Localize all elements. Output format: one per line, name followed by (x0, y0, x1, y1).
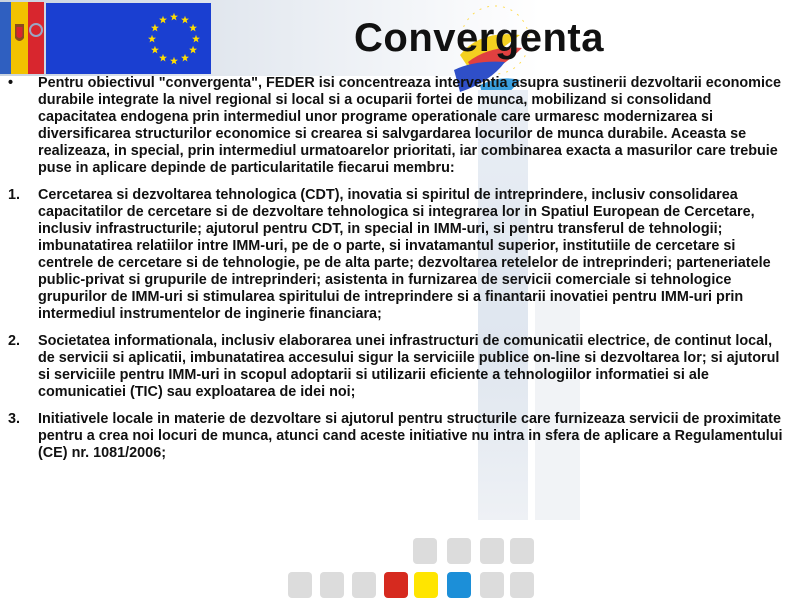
decor-square (510, 572, 534, 598)
list-item-text: Initiativele locale in materie de dezvoltare si ajutorul pentru structurile care furnizeaza servicii de proximitate pentru a crea noi locuri de munca, atunci cand aceste initiative nu intra in sfera de aplicare a Regulamentului (CE) nr. 1081/2006; (38, 411, 783, 461)
list-item-text: Societatea informationala, inclusiv elaborarea unei infrastructuri de comunicatii electrice, de continut local, de servicii si aplicatii, imbunatatirea accesului sigur la serviciile publice on-line si dezvoltarea lor; si ajutorul si serviciile pentru IMM-uri in scopul adoptarii si utilizarii eficiente a tehnologiilor informatiei si ale comunicatiei (TIC) sau exploatarea de idei noi; (38, 333, 780, 400)
eu-star-icon (151, 46, 159, 54)
eu-star-icon (170, 13, 178, 21)
page-title: Convergenta (354, 16, 604, 60)
list-marker: 1. (8, 187, 21, 203)
decor-square (320, 572, 344, 598)
eu-star-icon (159, 16, 167, 24)
decor-square (352, 572, 376, 598)
moldova-flag-icon (0, 2, 44, 74)
decor-square-yellow (414, 572, 438, 598)
eu-star-icon (192, 35, 200, 43)
list-item-text: Pentru obiectivul "convergenta", FEDER isi concentreaza interventia asupra sustinerii dezvoltarii economice durabile integrate la nivel regional si local si a ocuparii fortei de munca, mobilizand si consolidand capacitatea endogena prin intermediul unor programe operationale care urmaresc modernizarea si diversificarea structurilor economice si crearea si salvgardarea locurilor de munca durabile. Aceasta se realizeaza, in special, prin intermediul urmatoarelor prioritati, iar combinarea exacta a masurilor care trebuie puse in aplicare depinde de particularitatile fiecarui membru: (38, 75, 781, 176)
list-marker: 3. (8, 411, 21, 427)
eu-star-icon (189, 24, 197, 32)
decor-square (447, 538, 471, 564)
eu-star-icon (159, 54, 167, 62)
decor-square (288, 572, 312, 598)
decor-square (510, 538, 534, 564)
list-item (0, 187, 790, 323)
content-list (0, 75, 790, 472)
list-item (0, 333, 790, 401)
decor-square (413, 538, 437, 564)
decor-square (480, 572, 504, 598)
eu-star-icon (189, 46, 197, 54)
eu-star-icon (181, 16, 189, 24)
list-marker: • (8, 75, 14, 91)
list-marker: 2. (8, 333, 21, 349)
eu-star-icon (170, 57, 178, 65)
list-item (0, 75, 790, 177)
eu-star-icon (151, 24, 159, 32)
eu-star-icon (181, 54, 189, 62)
list-item (0, 411, 790, 462)
decor-square-red (384, 572, 408, 598)
eu-flag-icon (46, 3, 211, 74)
decor-square (480, 538, 504, 564)
list-item-text: Cercetarea si dezvoltarea tehnologica (CDT), inovatia si spiritul de intreprindere, inclusiv consolidarea capacitatilor de cercetare si de dezvoltare tehnologica si integrarea lor in Spatiul European de Cercetare, inclusiv infrastructurile; ajutorul pentru CDT, in special in IMM-uri, si pentru transferul de tehnologii; imbunatatirea relatiilor intre IMM-uri, pe de o parte, si invatamantul superior, institutiile de cercetare si centrele de cercetare si de tehnologie, pe de alta parte; dezvoltarea retelelor de intreprinderi; parteneriatele public-privat si grupurile de intreprinderi; asistenta in furnizarea de servicii comerciale si tehnologice grupurilor de IMM-uri si stimularea spiritului de intreprindere si a finantarii inovatiei pentru IMM-uri prin intermediul instrumentelor de inginerie financiara; (38, 187, 771, 322)
eu-star-icon (148, 35, 156, 43)
decor-square-blue (447, 572, 471, 598)
